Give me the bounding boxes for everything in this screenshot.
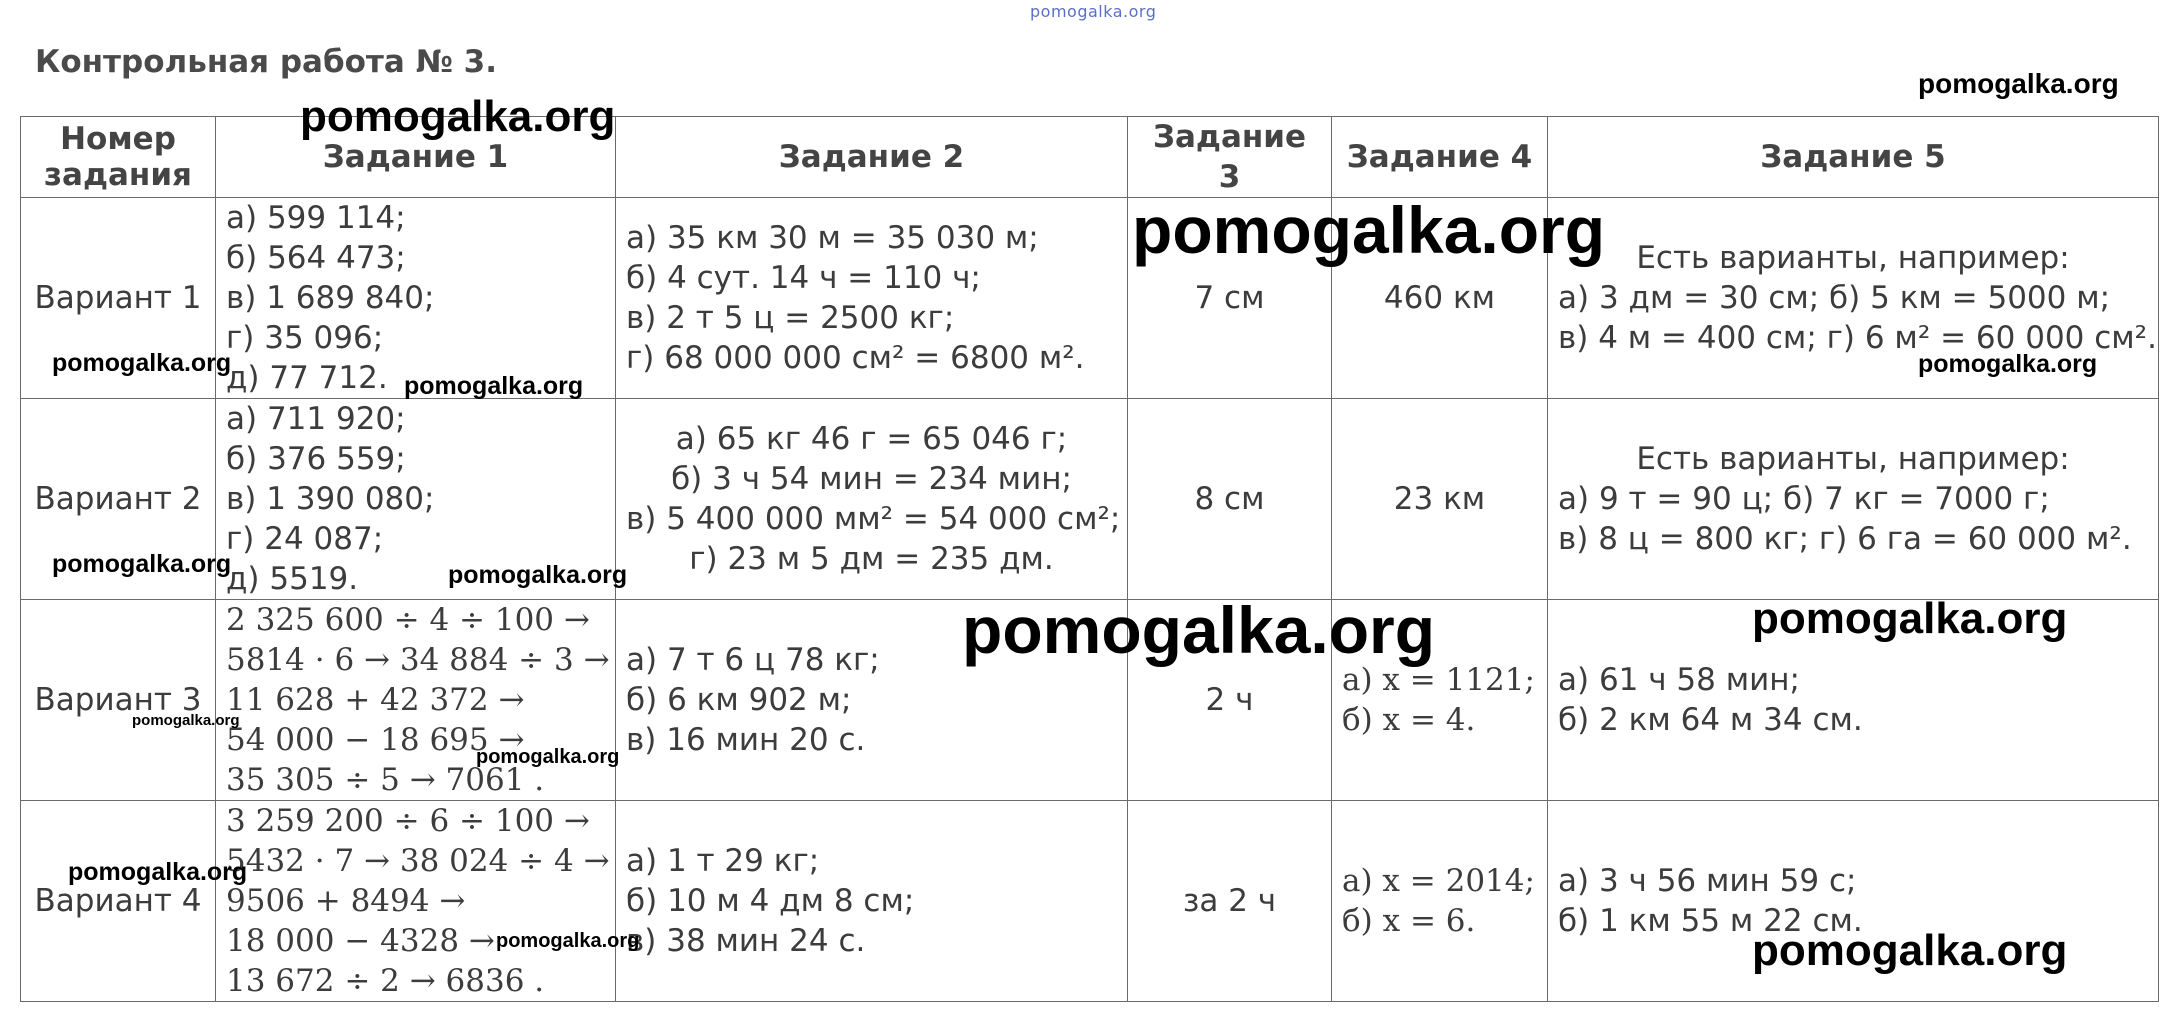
row-label: Вариант 1 xyxy=(21,198,216,399)
task-4-cell: а) x = 2014; б) x = 6. xyxy=(1332,801,1548,1002)
watermark: pomogalka.org xyxy=(52,349,232,377)
table-row-variant-2 xyxy=(21,399,2159,600)
task-2-cell: а) 1 т 29 кг; б) 10 м 4 дм 8 см; в) 38 мин 24 с. xyxy=(616,801,1128,1002)
page-title: Контрольная работа № 3. xyxy=(35,44,498,80)
watermark: pomogalka.org xyxy=(1752,594,2068,643)
top-site-link[interactable]: pomogalka.org xyxy=(1030,2,1157,21)
watermark: pomogalka.org xyxy=(68,858,248,886)
header-task-5: Задание 5 xyxy=(1548,117,2159,198)
task-3-cell: 2 ч xyxy=(1128,600,1332,801)
task-1-cell: 2 325 600 ÷ 4 ÷ 100 → 5814 · 6 → 34 884 ÷ 3 → 11 628 + 42 372 → 54 000 − 18 695 → 35 305 ÷ 5 → 7061 . xyxy=(216,600,616,801)
task-4-cell: 23 км xyxy=(1332,399,1548,600)
watermark: pomogalka.org xyxy=(52,550,232,578)
header-task-4: Задание 4 xyxy=(1332,117,1548,198)
task-1-cell: а) 711 920; б) 376 559; в) 1 390 080; г) 24 087; д) 5519. xyxy=(216,399,616,600)
task-5-cell: а) 61 ч 58 мин; б) 2 км 64 м 34 см. xyxy=(1548,600,2159,801)
task-5-cell: Есть варианты, например: а) 9 т = 90 ц; б) 7 кг = 7000 г; в) 8 ц = 800 кг; г) 6 га = 60 000 м². xyxy=(1548,399,2159,600)
watermark: pomogalka.org xyxy=(1918,68,2119,99)
row-label: Вариант 4 xyxy=(21,801,216,1002)
task-3-cell: за 2 ч xyxy=(1128,801,1332,1002)
answers-table xyxy=(20,116,2159,1002)
table-row-variant-1 xyxy=(21,198,2159,399)
watermark: pomogalka.org xyxy=(962,593,1436,667)
task-2-cell: а) 65 кг 46 г = 65 046 г; б) 3 ч 54 мин = 234 мин; в) 5 400 000 мм² = 54 000 см²; г) 23 м 5 дм = 235 дм. xyxy=(616,399,1128,600)
watermark: pomogalka.org xyxy=(476,746,620,768)
header-task-2: Задание 2 xyxy=(616,117,1128,198)
watermark: pomogalka.org xyxy=(404,372,584,400)
task-3-cell: 8 см xyxy=(1128,399,1332,600)
task-2-cell: а) 7 т 6 ц 78 кг; б) 6 км 902 м; в) 16 мин 20 с. xyxy=(616,600,1128,801)
row-label: Вариант 3 xyxy=(21,600,216,801)
task-4-cell: а) x = 1121; б) x = 4. xyxy=(1332,600,1548,801)
watermark: pomogalka.org xyxy=(1918,350,2098,378)
watermark: pomogalka.org xyxy=(496,930,640,952)
task-5-cell: а) 3 ч 56 мин 59 с; б) 1 км 55 м 22 см. xyxy=(1548,801,2159,1002)
watermark: pomogalka.org xyxy=(300,92,616,141)
task-1-cell: 3 259 200 ÷ 6 ÷ 100 → 5432 · 7 → 38 024 ÷ 4 → 9506 + 8494 → 18 000 − 4328 → 13 672 ÷ 2 → 6836 . xyxy=(216,801,616,1002)
header-task-3: Задание 3 xyxy=(1128,117,1332,198)
watermark: pomogalka.org xyxy=(448,561,628,589)
row-label: Вариант 2 xyxy=(21,399,216,600)
task-4-cell: 460 км xyxy=(1332,198,1548,399)
watermark: pomogalka.org xyxy=(132,712,240,729)
watermark: pomogalka.org xyxy=(1132,193,1606,267)
header-task-1: Задание 1 xyxy=(216,117,616,198)
task-3-cell: 7 см xyxy=(1128,198,1332,399)
task-2-cell: а) 35 км 30 м = 35 030 м; б) 4 сут. 14 ч = 110 ч; в) 2 т 5 ц = 2500 кг; г) 68 000 000 см² = 6800 м². xyxy=(616,198,1128,399)
task-5-cell: Есть варианты, например: а) 3 дм = 30 см; б) 5 км = 5000 м; в) 4 м = 400 см; г) 6 м² = 60 000 см². xyxy=(1548,198,2159,399)
watermark: pomogalka.org xyxy=(1752,926,2068,975)
header-task-number: Номер задания xyxy=(21,117,216,198)
task-1-cell: а) 599 114; б) 564 473; в) 1 689 840; г) 35 096; д) 77 712. xyxy=(216,198,616,399)
